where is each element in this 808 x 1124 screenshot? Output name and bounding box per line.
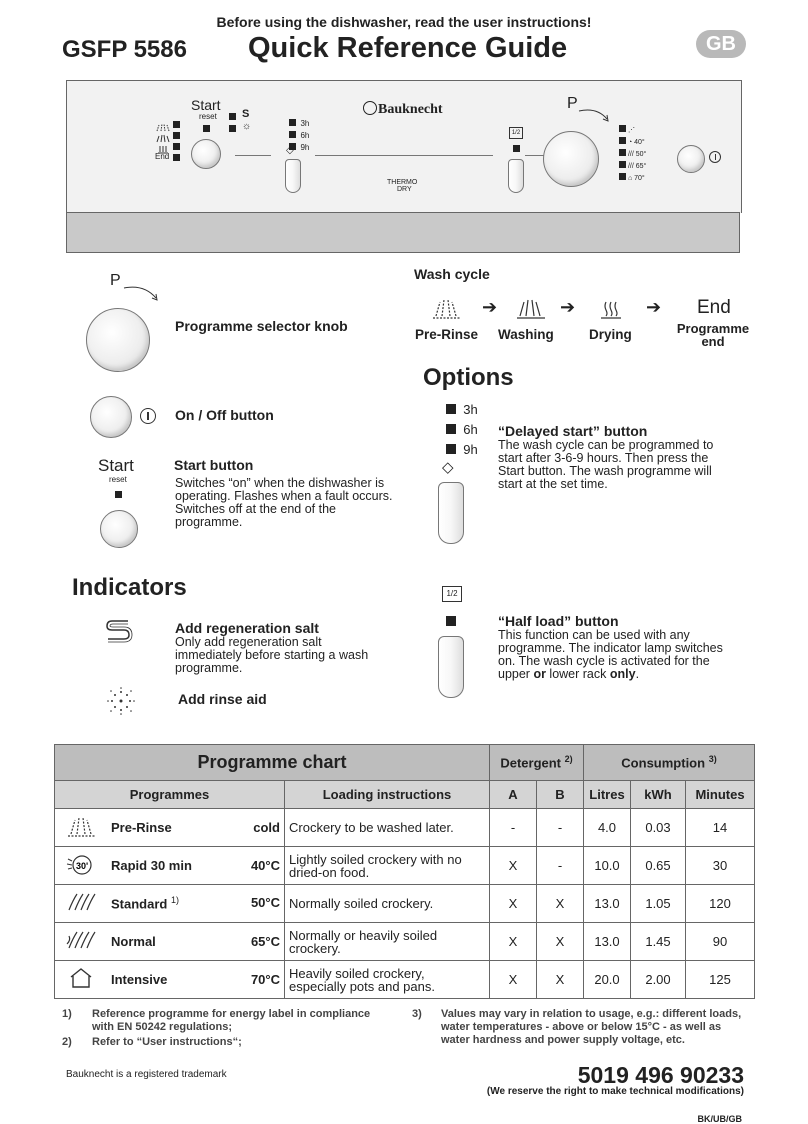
minutes-cell: 14	[686, 809, 755, 847]
salt-title: Add regeneration salt	[175, 620, 319, 636]
b-cell: -	[537, 809, 584, 847]
litres-cell: 13.0	[584, 885, 631, 923]
delay-6h-label: 6h	[300, 131, 310, 140]
intensive-row-icon	[55, 961, 108, 999]
programme-cell	[107, 961, 285, 999]
onoff-button[interactable]	[90, 396, 132, 438]
lamp	[619, 149, 626, 156]
rotate-arrow-icon	[118, 280, 160, 304]
rinse-title: Add rinse aid	[178, 691, 267, 707]
rapid-icon-text: 30'	[76, 861, 89, 871]
delay-desc: The wash cycle can be programmed to start after 3-6-9 hours. Then press the Start button. The wash programme will start at the set time.	[498, 438, 714, 491]
normal-row-icon	[55, 923, 108, 961]
programme-cell	[107, 809, 285, 847]
table-row	[55, 847, 755, 885]
litres-cell: 20.0	[584, 961, 631, 999]
b-cell: X	[537, 885, 584, 923]
loading-cell: Normally soiled crockery.	[285, 885, 490, 923]
minutes-cell: 125	[686, 961, 755, 999]
table-row	[55, 885, 755, 923]
prerinse-tiny-icon: ⋰	[627, 127, 635, 134]
language-badge: GB	[696, 30, 746, 58]
detergent-sup: 2)	[564, 754, 573, 765]
kwh-cell: 1.45	[631, 923, 686, 961]
programme-selector-knob[interactable]	[86, 308, 150, 372]
rinse-small-icon: ☼	[242, 121, 252, 132]
consumption-header	[584, 745, 755, 781]
temp-40: 40°	[634, 139, 645, 146]
delay-title: “Delayed start” button	[498, 423, 648, 439]
delay-6h: 6h	[463, 422, 478, 437]
lamp	[619, 137, 626, 144]
arrow-icon: ➔	[482, 297, 498, 317]
step-prerinse: Pre-Rinse	[415, 327, 479, 342]
salt-desc: Only add regeneration salt immediately before starting a wash programme.	[175, 635, 369, 675]
lamp	[619, 173, 626, 180]
programme-name: Pre-Rinse	[111, 820, 172, 835]
footnote-1-num: 1)	[62, 1008, 72, 1020]
programme-name: Normal	[111, 934, 156, 949]
end-symbol: End	[697, 297, 731, 318]
delay-icon: ◇	[442, 459, 454, 476]
minutes-cell: 90	[686, 923, 755, 961]
kwh-cell: 1.05	[631, 885, 686, 923]
half-desc-part2: lower rack	[545, 667, 610, 681]
document-code: 5019 496 90233	[577, 1062, 744, 1088]
temp-50: 50°	[635, 151, 647, 158]
salt-icon	[104, 617, 134, 643]
detergent-label: Detergent	[500, 755, 562, 771]
standard-tiny-icon: ///	[627, 151, 634, 158]
drying-icon	[596, 296, 626, 320]
b-cell: X	[537, 961, 584, 999]
kwh-cell: 2.00	[631, 961, 686, 999]
half-desc-part1: This function can be used with any programme. The indicator lamp switches on. The wash cycle is activated for the upper	[498, 628, 723, 681]
temp-65: 65°	[635, 163, 647, 170]
kwh-cell: 0.65	[631, 847, 686, 885]
panel-start-label: Start	[191, 97, 221, 113]
start-lamp	[203, 125, 210, 132]
programme-name: Intensive	[111, 972, 168, 987]
onoff-label: On / Off button	[175, 407, 274, 423]
step-drying: Drying	[589, 327, 632, 342]
rapid-tiny-icon: ◔	[627, 139, 633, 146]
loading-cell: Heavily soiled crockery, especially pots and pans.	[285, 961, 490, 999]
start-button[interactable]	[100, 510, 138, 548]
loading-cell: Crockery to be washed later.	[285, 809, 490, 847]
page-title: Quick Reference Guide	[248, 32, 568, 64]
footnote-3-num: 3)	[412, 1008, 422, 1020]
programme-chart	[54, 744, 755, 999]
p-label: P	[110, 272, 121, 289]
programme-temp: 50°C	[250, 895, 280, 911]
col-kwh: kWh	[631, 781, 686, 809]
start-lamp	[115, 491, 122, 498]
half-load-small-icon: 1/2	[509, 127, 523, 139]
rapid-row-icon	[55, 847, 108, 885]
start-button-desc: Switches “on” when the dishwasher is operating. Flashes when a fault occurs. Switches off at the end of the programme.	[175, 476, 393, 529]
half-load-lamp	[513, 145, 520, 152]
dry-text: DRY	[397, 186, 412, 193]
table-row	[55, 961, 755, 999]
reserve-note: (We reserve the right to make technical modifications)	[486, 1086, 744, 1097]
delay-9h-label: 9h	[300, 143, 310, 152]
programme-cell	[107, 923, 285, 961]
panel-reset-label: reset	[199, 112, 217, 121]
table-row	[55, 809, 755, 847]
half-desc-period: .	[635, 667, 640, 681]
lamp	[619, 125, 626, 132]
half-desc-or: or	[533, 667, 546, 681]
programme-cell	[107, 885, 285, 923]
panel-p-label: P	[567, 95, 578, 112]
delay-3h-label: 3h	[300, 119, 310, 128]
panel-delay-button[interactable]	[285, 159, 301, 193]
delay-9h: 9h	[463, 442, 478, 457]
thermo-dry-logo	[387, 179, 417, 193]
loading-cell: Normally or heavily soiled crockery.	[285, 923, 490, 961]
indicators-title: Indicators	[72, 574, 187, 601]
programme-temp: cold	[253, 820, 280, 835]
col-minutes: Minutes	[686, 781, 755, 809]
control-panel-base	[66, 212, 740, 253]
loading-cell: Lightly soiled crockery with no dried-on food.	[285, 847, 490, 885]
washing-icon	[514, 296, 548, 320]
lamp-3h	[446, 404, 456, 414]
consumption-label: Consumption	[621, 755, 706, 771]
half-load-lamp	[446, 616, 456, 626]
half-load-desc	[498, 629, 740, 681]
intensive-tiny-icon: ⌂	[627, 175, 633, 182]
delayed-start-button[interactable]	[438, 482, 464, 544]
panel-start-button[interactable]	[191, 139, 221, 169]
col-litres: Litres	[584, 781, 631, 809]
a-cell: X	[490, 847, 537, 885]
knob-label: Programme selector knob	[175, 318, 348, 334]
b-cell: -	[537, 847, 584, 885]
step-washing: Washing	[498, 327, 554, 342]
footnote-2: Refer to “User instructions“;	[92, 1036, 242, 1048]
salt-small-icon: S	[242, 108, 250, 120]
header-warning: Before using the dishwasher, read the user instructions!	[216, 14, 592, 30]
salt-lamp	[229, 113, 236, 120]
power-icon	[140, 408, 156, 424]
arrow-icon: ➔	[646, 297, 662, 317]
half-load-icon: 1/2	[442, 586, 462, 602]
step-programme-end: Programme end	[676, 321, 750, 349]
programme-temp: 40°C	[250, 858, 280, 873]
programme-temp: 70°C	[250, 972, 280, 987]
programme-sup: 1)	[170, 895, 179, 906]
brand-logo	[363, 101, 443, 118]
col-a: A	[490, 781, 537, 809]
delay-small-icon: ◇	[286, 145, 294, 156]
a-cell: X	[490, 923, 537, 961]
minutes-cell: 30	[686, 847, 755, 885]
delay-3h: 3h	[463, 402, 478, 417]
kwh-cell: 0.03	[631, 809, 686, 847]
programme-name: Standard	[111, 896, 168, 912]
lamp-6h	[446, 424, 456, 434]
minutes-cell: 120	[686, 885, 755, 923]
lamp	[619, 161, 626, 168]
power-small-icon	[709, 151, 721, 163]
lamp	[173, 143, 180, 150]
lamp	[173, 132, 180, 139]
lamp	[173, 121, 180, 128]
rotate-arrow-icon	[575, 103, 611, 125]
panel-onoff-button[interactable]	[677, 145, 705, 173]
chart-title: Programme chart	[55, 745, 490, 781]
options-title: Options	[423, 364, 514, 391]
consumption-sup: 3)	[708, 754, 717, 765]
prerinse-row-icon	[55, 809, 108, 847]
footnote-1: Reference programme for energy label in compliance with EN 50242 regulations;	[92, 1008, 371, 1033]
prerinse-icon	[430, 296, 464, 320]
footnote-2-num: 2)	[62, 1036, 72, 1048]
litres-cell: 13.0	[584, 923, 631, 961]
brand-text: Bauknecht	[378, 102, 443, 117]
a-cell: X	[490, 961, 537, 999]
col-b: B	[537, 781, 584, 809]
half-desc-only: only	[609, 667, 636, 681]
b-cell: X	[537, 923, 584, 961]
temp-70: 70°	[634, 175, 645, 182]
a-cell: X	[490, 885, 537, 923]
start-button-title: Start button	[174, 457, 254, 473]
litres-cell: 4.0	[584, 809, 631, 847]
thermo-text: THERMO	[387, 179, 418, 186]
col-programmes: Programmes	[55, 781, 285, 809]
start-label: Start	[98, 456, 134, 475]
standard-row-icon	[55, 885, 108, 923]
arrow-icon: ➔	[560, 297, 576, 317]
control-panel	[66, 80, 742, 213]
footnote-3: Values may vary in relation to usage, e.g.: different loads, water temperatures - above or below 15°C - as well as water hardness and power supply voltage, etc.	[441, 1008, 742, 1046]
wash-cycle-title: Wash cycle	[414, 266, 490, 282]
programme-name: Rapid 30 min	[111, 858, 192, 873]
a-cell: -	[490, 809, 537, 847]
panel-selector-knob[interactable]	[543, 131, 599, 187]
model-number: GSFP 5586	[62, 36, 187, 63]
rinse-lamp	[229, 125, 236, 132]
panel-half-load-button[interactable]	[508, 159, 524, 193]
programme-cell	[107, 847, 285, 885]
trademark-note: Bauknecht is a registered trademark	[66, 1069, 227, 1080]
normal-tiny-icon: ///	[627, 163, 634, 170]
programme-temp: 65°C	[250, 934, 280, 949]
half-load-title: “Half load” button	[498, 613, 619, 629]
region-code: BK/UB/GB	[697, 1114, 742, 1124]
lamp	[173, 154, 180, 161]
end-small-label: End	[155, 152, 170, 161]
rinse-aid-icon	[104, 686, 138, 716]
table-row	[55, 923, 755, 961]
half-load-button[interactable]	[438, 636, 464, 698]
lamp-9h	[446, 444, 456, 454]
detergent-header	[490, 745, 584, 781]
litres-cell: 10.0	[584, 847, 631, 885]
col-loading: Loading instructions	[285, 781, 490, 809]
reset-label: reset	[109, 475, 127, 484]
